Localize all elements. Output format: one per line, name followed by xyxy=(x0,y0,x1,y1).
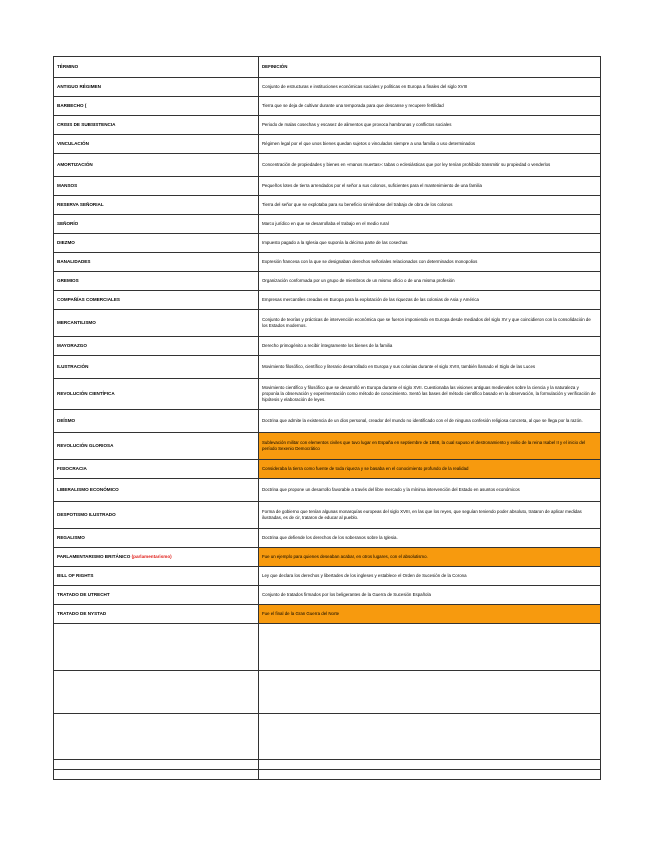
table-row xyxy=(54,253,601,272)
term-text: DESPOTISMO ILUSTRADO xyxy=(57,511,116,517)
term-cell xyxy=(54,196,259,215)
empty-cell xyxy=(54,770,259,780)
table-row xyxy=(54,177,601,196)
definition-cell: Pequeños lotes de tierra arrendados por el señor a sus colonos, suficientes para el mantenimiento de una familia xyxy=(259,177,601,196)
term-text: BILL OF RIGHTS xyxy=(57,572,94,578)
definition-cell: Fue el final de la Gran Guerra del Norte xyxy=(259,605,601,624)
definition-cell: Doctrina que admite la existencia de un dios personal, creador del mundo no identificado con el de ninguna confesión religiosa concreta, al que se llega por la razón. xyxy=(259,410,601,433)
table-row xyxy=(54,586,601,605)
term-cell xyxy=(54,253,259,272)
term-cell xyxy=(54,337,259,356)
term-text: ANTIGUO RÉGIMEN xyxy=(57,83,101,89)
term-cell xyxy=(54,433,259,460)
table-row xyxy=(54,433,601,460)
term-text: REVOLUCIÓN GLORIOSA xyxy=(57,442,114,448)
table-row xyxy=(54,529,601,548)
term-cell xyxy=(54,356,259,379)
term-text: DIEZMO xyxy=(57,239,75,245)
term-cell xyxy=(54,567,259,586)
table-row xyxy=(54,78,601,97)
definition-cell: Organización conformada por un grupo de miembros de un mismo oficio o de una misma profesión xyxy=(259,272,601,291)
definition-cell: Empresas mercantiles creadas en Europa para la explotación de las riquezas de las colonias de Asia y América xyxy=(259,291,601,310)
empty-cell xyxy=(54,760,259,770)
definition-cell: Movimiento científico y filosófico que se desarrolló en Europa durante el siglo XVII. Cuestionaba las visiones antiguas medievales sobre la ciencia y la naturaleza y proponía la observación y experimentación como método de conocimiento. Sentó las bases del método científico basado en la observación, la formulación y verificación de hipótesis y elaboración de leyes. xyxy=(259,379,601,410)
header-definition: DEFINICIÓN xyxy=(259,57,601,78)
term-text: TRATADO DE UTRECHT xyxy=(57,591,110,597)
table-row xyxy=(54,548,601,567)
table-row xyxy=(54,116,601,135)
term-cell xyxy=(54,502,259,529)
term-text: MANSOS xyxy=(57,182,78,188)
term-text: REVOLUCIÓN CIENTÍFICA xyxy=(57,390,115,396)
term-text: REGALISMO xyxy=(57,534,85,540)
definition-cell: Conjunto de estructuras e instituciones económicas sociales y políticas en Europa a finales del siglo XVIII xyxy=(259,78,601,97)
term-cell xyxy=(54,97,259,116)
term-text: LIBERALISMO ECONÓMICO xyxy=(57,486,119,492)
term-cell xyxy=(54,479,259,502)
definition-cell: Conjunto de teorías y prácticas de intervención económica que se fueron imponiendo en Europa desde mediados del siglo XV y que coincidieron con la consolidación de los Estados modernos. xyxy=(259,310,601,337)
table-row xyxy=(54,234,601,253)
term-cell xyxy=(54,548,259,567)
term-cell xyxy=(54,379,259,410)
term-text: GREMIOS xyxy=(57,277,79,283)
term-text: BARBECHO ( xyxy=(57,102,87,108)
table-row xyxy=(54,460,601,479)
term-text: AMORTIZACIÓN xyxy=(57,161,93,167)
table-row xyxy=(54,135,601,154)
definition-cell: Fue un ejemplo para quienes deseaban acabar, en otros lugares, con el absolutismo. xyxy=(259,548,601,567)
term-cell xyxy=(54,177,259,196)
definition-cell: Conjunto de tratados firmados por los beligerantes de la Guerra de Sucesión Española xyxy=(259,586,601,605)
term-cell xyxy=(54,272,259,291)
term-text: MERCANTILISMO xyxy=(57,319,96,325)
definition-cell: Marco jurídico en que se desarrollaba el trabajo en el medio rural xyxy=(259,215,601,234)
table-row xyxy=(54,502,601,529)
term-cell xyxy=(54,586,259,605)
term-text: MAYORAZGO xyxy=(57,342,87,348)
definition-cell: Ley que declara los derechos y libertades de los ingleses y establece el Orden de Sucesión de la Corona xyxy=(259,567,601,586)
term-cell xyxy=(54,291,259,310)
definition-cell: Tierra que se deja de cultivar durante una temporada para que descanse y recupere fertilidad xyxy=(259,97,601,116)
term-text: TRATADO DE NYSTAD xyxy=(57,610,107,616)
definition-cell: Concentración de propiedades y bienes en «manos muertas»: tabas o eclesiásticas que por ley tenían prohibido transmitir su propiedad o venderlos xyxy=(259,154,601,177)
header-row xyxy=(54,57,601,78)
table-row xyxy=(54,310,601,337)
empty-cell xyxy=(54,671,259,714)
term-cell xyxy=(54,410,259,433)
glossary-table xyxy=(53,56,601,780)
term-cell xyxy=(54,215,259,234)
term-cell xyxy=(54,154,259,177)
table-row xyxy=(54,291,601,310)
term-cell xyxy=(54,460,259,479)
table-row xyxy=(54,479,601,502)
term-text: RESERVA SEÑORIAL xyxy=(57,201,104,207)
term-cell xyxy=(54,135,259,154)
table-row xyxy=(54,605,601,624)
definition-cell: Movimiento filosófico, científico y literario desarrollado en Europa y sus colonias durante el siglo XVIII, también llamado el Siglo de las Luces xyxy=(259,356,601,379)
table-row xyxy=(54,379,601,410)
table-row xyxy=(54,272,601,291)
definition-cell: Derecho primogénito a recibir íntegramente los bienes de la familia xyxy=(259,337,601,356)
empty-row xyxy=(54,714,601,760)
term-text: FISIOCRACIA xyxy=(57,465,87,471)
term-text: PARLAMENTARISMO BRITÁNICO xyxy=(57,553,131,559)
empty-cell xyxy=(259,760,601,770)
table-row xyxy=(54,567,601,586)
empty-row xyxy=(54,624,601,671)
term-text: DEÍSMO xyxy=(57,417,76,423)
definition-cell: Sublevación militar con elementos civiles que tuvo lugar en España en septiembre de 1868, la cual supuso el destronamiento y exilio de la reina Isabel II y el inicio del período Sexenio Democrático xyxy=(259,433,601,460)
table-row xyxy=(54,97,601,116)
table-row xyxy=(54,337,601,356)
table-row xyxy=(54,215,601,234)
term-note: (parlamentarismo) xyxy=(131,553,172,559)
term-cell xyxy=(54,116,259,135)
empty-cell xyxy=(259,671,601,714)
definition-cell: Consideraba la tierra como fuente de toda riqueza y se basaba en el conocimiento profundo de la realidad xyxy=(259,460,601,479)
empty-cell xyxy=(259,770,601,780)
term-cell xyxy=(54,529,259,548)
table-row xyxy=(54,410,601,433)
definition-cell: Periodo de malas cosechas y escasez de alimentos que provoca hambrunas y conflictos sociales xyxy=(259,116,601,135)
term-text: VINCULACIÓN xyxy=(57,140,89,146)
empty-cell xyxy=(259,624,601,671)
term-text: COMPAÑÍAS COMERCIALES xyxy=(57,296,120,302)
term-text: CRISIS DE SUBSISTENCIA xyxy=(57,121,116,127)
definition-cell: Impuesto pagado a la Iglesia que suponía la décima parte de las cosechas xyxy=(259,234,601,253)
term-cell xyxy=(54,78,259,97)
definition-cell: Forma de gobierno que tenían algunas monarquías europeas del siglo XVIII, en las que los reyes, que seguían teniendo poder absoluto, trataron de aplicar medidas ilustradas, es de cir, trataron de educar al pueblo. xyxy=(259,502,601,529)
empty-row xyxy=(54,770,601,780)
empty-row xyxy=(54,760,601,770)
table-row xyxy=(54,196,601,215)
empty-cell xyxy=(54,714,259,760)
empty-cell xyxy=(259,714,601,760)
definition-cell: Doctrina que propone un desarrollo favorable a través del libre mercado y la mínima intervención del Estado en asuntos económicos xyxy=(259,479,601,502)
term-text: ILUSTRACIÓN xyxy=(57,363,89,369)
definition-cell: Tierra del señor que se explotaba para su beneficio sirviéndose del trabajo de obra de los colonos xyxy=(259,196,601,215)
term-cell xyxy=(54,234,259,253)
definition-cell: Expresión francesa con la que se designaban derechos señoriales relacionados con determinados monopolios xyxy=(259,253,601,272)
term-text: SEÑORÍO xyxy=(57,220,79,226)
empty-row xyxy=(54,671,601,714)
empty-cell xyxy=(54,624,259,671)
table-row xyxy=(54,154,601,177)
definition-cell: Régimen legal por el que unos bienes quedan sujetos o vinculados siempre a una familia o uso determinados xyxy=(259,135,601,154)
header-term: TÉRMINO xyxy=(54,57,259,78)
term-cell xyxy=(54,310,259,337)
term-cell xyxy=(54,605,259,624)
definition-cell: Doctrina que defiende los derechos de los soberanos sobre la Iglesia. xyxy=(259,529,601,548)
glossary-body xyxy=(54,57,601,780)
term-text: BANALIDADES xyxy=(57,258,91,264)
table-row xyxy=(54,356,601,379)
